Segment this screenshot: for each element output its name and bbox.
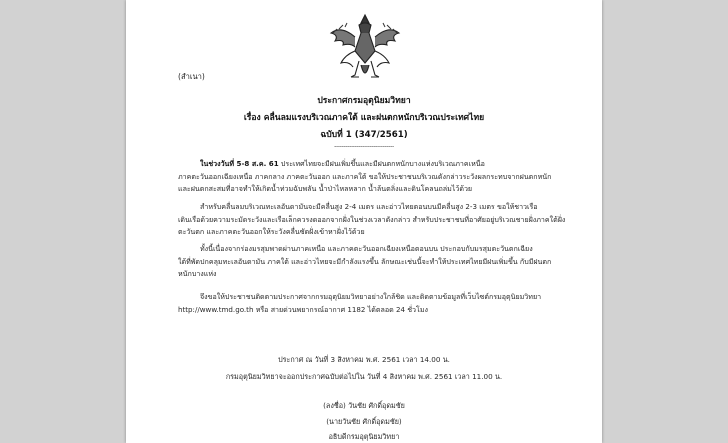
announcement-issue-number: ฉบับที่ 1 (347/2561) — [320, 130, 408, 140]
signatory-position: อธิบดีกรมอุตุนิยมวิทยา — [328, 432, 400, 441]
paragraph-line: สำหรับคลื่นลมบริเวณทะเลอันดามันจะมีคลื่นสูง 2-4 เมตร และอ่าวไทยตอนบนมีคลื่นสูง 2-3 เมตร ขอให้ชาวเรือ — [200, 202, 538, 211]
announcement-subject: เรื่อง คลื่นลมแรงบริเวณภาคใต้ และฝนตกหนักบริเวณประเทศไทย — [243, 113, 485, 123]
signatory-name: (นายวันชัย ศักดิ์อุดมชัย) — [326, 417, 402, 426]
paragraph-line: ภาคตะวันออกเฉียงเหนือ ภาคกลาง ภาคตะวันออก และภาคใต้ ขอให้ประชาชนบริเวณดังกล่าวระวังผลกระทบจากฝนตกหนัก — [178, 171, 552, 181]
copy-tag: (สำเนา) — [178, 72, 205, 81]
announce-date: ประกาศ ณ วันที่ 3 สิงหาคม พ.ศ. 2561 เวลา 14.00 น. — [278, 355, 450, 364]
document-page — [126, 0, 602, 443]
paragraph-cause — [178, 243, 558, 281]
divider: -------------------------------- — [334, 143, 394, 150]
paragraph-line: ตะวันตก และภาคตะวันออกให้ระวังคลื่นซัดฝั่งเข้าหาฝั่งไว้ด้วย — [178, 227, 365, 236]
announcement-title: ประกาศกรมอุตุนิยมวิทยา — [317, 96, 411, 106]
next-announcement: กรมอุตุนิยมวิทยาจะออกประกาศฉบับต่อไปใน วันที่ 4 สิงหาคม พ.ศ. 2561 เวลา 11.00 น. — [225, 372, 503, 381]
paragraph-line: และฝนตกสะสมที่อาจทำให้เกิดน้ำท่วมฉับพลัน น้ำป่าไหลหลาก น้ำล้นตลิ่งและดินโคลนถล่มไว้ด้วย — [178, 184, 473, 193]
paragraph-waves — [178, 201, 566, 239]
paragraph-line: ใต้ที่พัดปกคลุมทะเลอันดามัน ภาคใต้ และอ่าวไทยจะมีกำลังแรงขึ้น ลักษณะเช่นนี้จะทำให้ประเทศไทยมีฝนเพิ่มขึ้น กับมีฝนตก — [178, 256, 552, 266]
signature-line: (ลงชื่อ) วันชัย ศักดิ์อุดมชัย — [323, 401, 405, 410]
forecast-date-lead: ในช่วงวันที่ 5-8 ส.ค. 61 — [200, 159, 279, 168]
garuda-emblem-icon — [325, 11, 405, 83]
paragraph-forecast — [178, 158, 558, 196]
paragraph-line: ประเทศไทยจะมีฝนเพิ่มขึ้นและมีฝนตกหนักบางแห่งบริเวณภาคเหนือ — [278, 159, 485, 168]
paragraph-line: หนักบางแห่ง — [178, 269, 217, 278]
paragraph-line: ทั้งนี้เนื่องจากร่องมรสุมพาดผ่านภาคเหนือ และภาคตะวันออกเฉียงเหนือตอนบน ประกอบกับมรสุมตะวันตกเฉียง — [200, 244, 533, 253]
paragraph-line: เดินเรือด้วยความระมัดระวังและเรือเล็กควรงดออกจากฝั่งในช่วงเวลาดังกล่าว สำหรับประชาชนที่อาศัยอยู่บริเวณชายฝั่งภาคใต้ฝั่ง — [178, 214, 566, 224]
paragraph-advice — [178, 291, 558, 316]
paragraph-line: http://www.tmd.go.th หรือ สายด่วนพยากรณ์อากาศ 1182 ได้ตลอด 24 ชั่วโมง — [178, 304, 428, 314]
paragraph-line: จึงขอให้ประชาชนติดตามประกาศจากกรมอุตุนิยมวิทยาอย่างใกล้ชิด และติดตามข้อมูลที่เว็บไซต์กรมอุตุนิยมวิทยา — [200, 292, 542, 301]
